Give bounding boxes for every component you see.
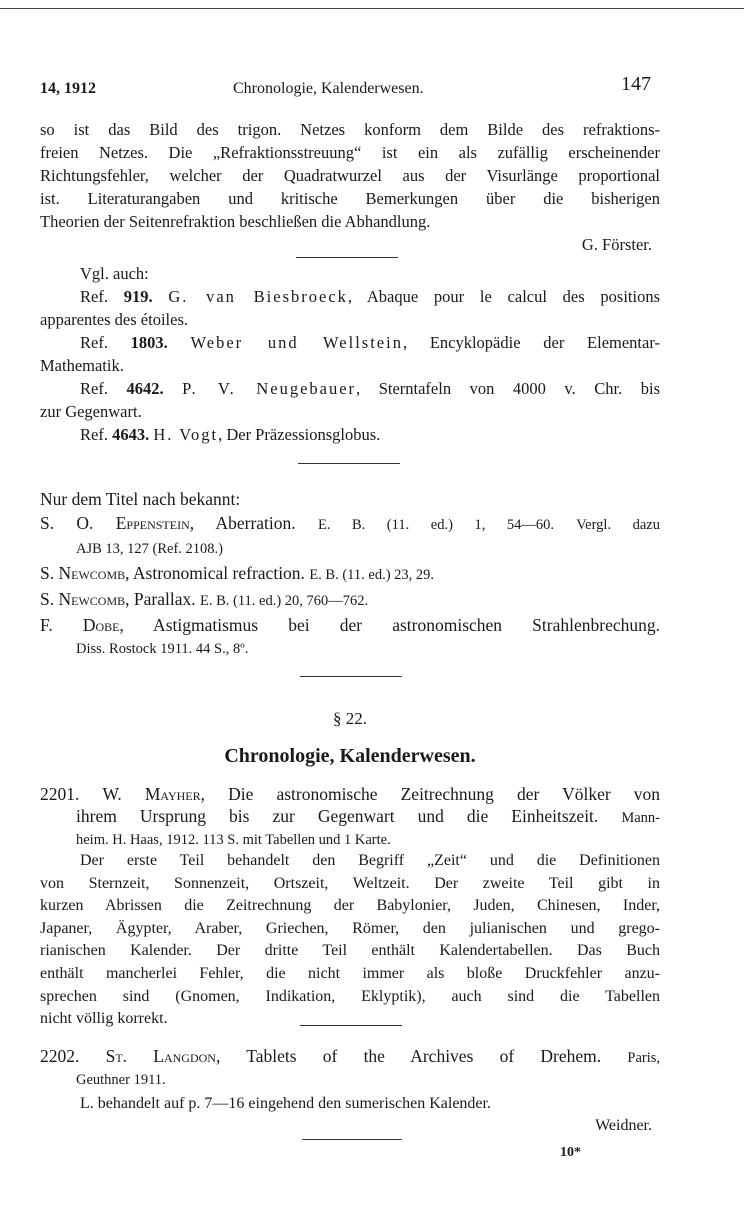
entry-title: ihrem Ursprung bis zur Gegenwart und die Einheitszeit. [76,806,599,826]
author-name: Dobe [82,615,120,635]
see-also-block [40,262,660,446]
review-line: sprechen sind (Gnomen, Indikation, Eklyptik), auch sind die Tabellen [40,987,660,1005]
entry-title-line [40,1045,660,1069]
ref-continuation: apparentes des étoiles. [40,310,188,329]
separator-rule [298,463,400,464]
ref-entry [40,377,660,400]
intro-line: freien Netzes. Die „Refraktionsstreuung“ ist ein als zufällig erscheinender [40,143,660,162]
ref-label: Ref. [80,287,108,306]
author-initials: S. [40,589,55,609]
ref-author: P. V. Neugebauer [182,379,357,398]
review-line: Japaner, Ägypter, Araber, Griechen, Römer, den julianischen und grego- [40,919,660,937]
review-line: nicht völlig korrekt. [40,1010,168,1028]
titles-only-block [40,487,660,661]
entry-publisher: Paris, [627,1050,661,1066]
review-line: von Sternzeit, Sonnenzeit, Ortszeit, Weltzeit. Der zweite Teil gibt in [40,874,660,892]
section-title: Chronologie, Kalenderwesen. [224,745,476,767]
ref-number: 1803. [130,333,168,352]
ref-author: H. Vogt [153,425,219,444]
see-also-heading: Vgl. auch: [80,264,149,283]
page-number: 147 [621,73,651,95]
ref-title: , Encyklopädie der Elementar- [402,333,660,352]
entry-note: Vergl. dazu [576,517,660,533]
entry-publication: Geuthner 1911. [76,1072,166,1088]
entry-continuation: Diss. Rostock 1911. 44 S., 8º. [76,641,249,657]
intro-line: Richtungsfehler, welcher der Quadratwurzel aus der Visurlänge proportional [40,166,660,185]
entry-author: St. Langdon [105,1046,216,1066]
review-line: rianischen Kalender. Der dritte Teil enthält Kalendertabellen. Das Buch [40,942,660,960]
entry-2202 [40,1045,660,1091]
ref-title: , Abaque pour le calcul des positions [347,287,661,306]
entry-number: 2202. [40,1046,80,1066]
ref-continuation: Mathematik. [40,356,124,375]
entry-title: , Tablets of the Archives of Drehem. [215,1046,602,1066]
ref-label: Ref. [80,333,108,352]
ref-entry [40,331,660,354]
intro-signature: G. Förster. [581,235,652,254]
intro-paragraph [40,118,660,256]
entry-2201-review [40,850,660,1031]
ref-author: G. van Biesbroeck [168,287,348,306]
entry-source: E. B. (11. ed.) 20, 760—762. [199,593,369,609]
entry-title: , Astronomical refraction. [125,563,305,583]
author-name: Newcomb [58,563,126,583]
entry-title: , Astigmatismus bei der astronomischen Strahlenbrechung. [119,615,660,635]
review-line: kurzen Abrissen die Zeitrechnung der Babylonier, Juden, Chinesen, Inder, [40,897,660,915]
ref-label: Ref. [80,379,108,398]
review-line: enthält mancherlei Fehler, die nicht immer als bloße Druckfehler anzu- [40,964,660,982]
entry-title: , Parallax. [125,589,196,609]
header-volume: 14, 1912 [40,80,96,97]
intro-line: so ist das Bild des trigon. Netzes konform dem Bilde des refraktions- [40,120,660,139]
author-initials: S. [40,563,55,583]
entry-author: W. Mayher [102,784,201,804]
titles-only-heading: Nur dem Titel nach bekannt: [40,489,241,509]
entry-source: E. B. (11. ed.) 1, 54—60. [317,517,554,533]
separator-rule [300,1025,402,1026]
entry-number: 2201. [40,784,80,804]
entry-publisher: Mann- [621,810,660,826]
ref-entry [40,285,660,308]
intro-line: Theorien der Seitenrefraktion beschließen die Abhandlung. [40,212,431,231]
author-initials: S. O. [40,513,94,533]
section-number: § 22. [333,709,367,728]
entry-title: , Die astronomische Zeitrechnung der Völker von [200,784,661,804]
ref-number: 4642. [126,379,164,398]
entry-2202-review [40,1093,660,1137]
entry-continuation: AJB 13, 127 (Ref. 2108.) [76,541,224,557]
author-name: Eppenstein [115,513,190,533]
review-signature: Weidner. [595,1117,652,1134]
entry-title: , Aberration. [189,513,296,533]
ref-label: Ref. [80,425,108,444]
entry-source: E. B. (11. ed.) 23, 29. [309,567,435,583]
review-line: Der erste Teil behandelt den Begriff „Zeit“ und die Definitionen [80,852,660,869]
top-rule [0,8,744,9]
running-title: Chronologie, Kalenderwesen. [233,80,424,97]
title-entry [40,561,660,587]
entry-publication: heim. H. Haas, 1912. 113 S. mit Tabellen und 1 Karte. [76,832,391,848]
ref-author: Weber und Wellstein [190,333,403,352]
separator-rule [300,676,402,677]
author-initials: F. [40,615,53,635]
ref-title: , Sterntafeln von 4000 v. Chr. bis [356,379,661,398]
ref-number: 4643. [112,425,150,444]
ref-title: , Der Präzessionsglobus. [218,425,381,444]
ref-continuation: zur Gegenwart. [40,402,142,421]
review-line: L. behandelt auf p. 7—16 eingehend den sumerischen Kalender. [80,1095,491,1112]
signature-mark: 10* [560,1145,581,1160]
intro-line: ist. Literaturangaben und kritische Bemerkungen über die bisherigen [40,189,660,208]
entry-title-line [40,805,660,829]
separator-rule [302,1139,402,1140]
ref-entry [40,423,660,446]
title-entry [40,511,660,537]
ref-number: 919. [123,287,153,306]
title-entry [40,613,660,637]
title-entry [40,587,660,613]
entry-title-line [40,783,660,805]
separator-rule [296,257,398,258]
entry-2201 [40,783,660,851]
author-name: Newcomb [58,589,126,609]
